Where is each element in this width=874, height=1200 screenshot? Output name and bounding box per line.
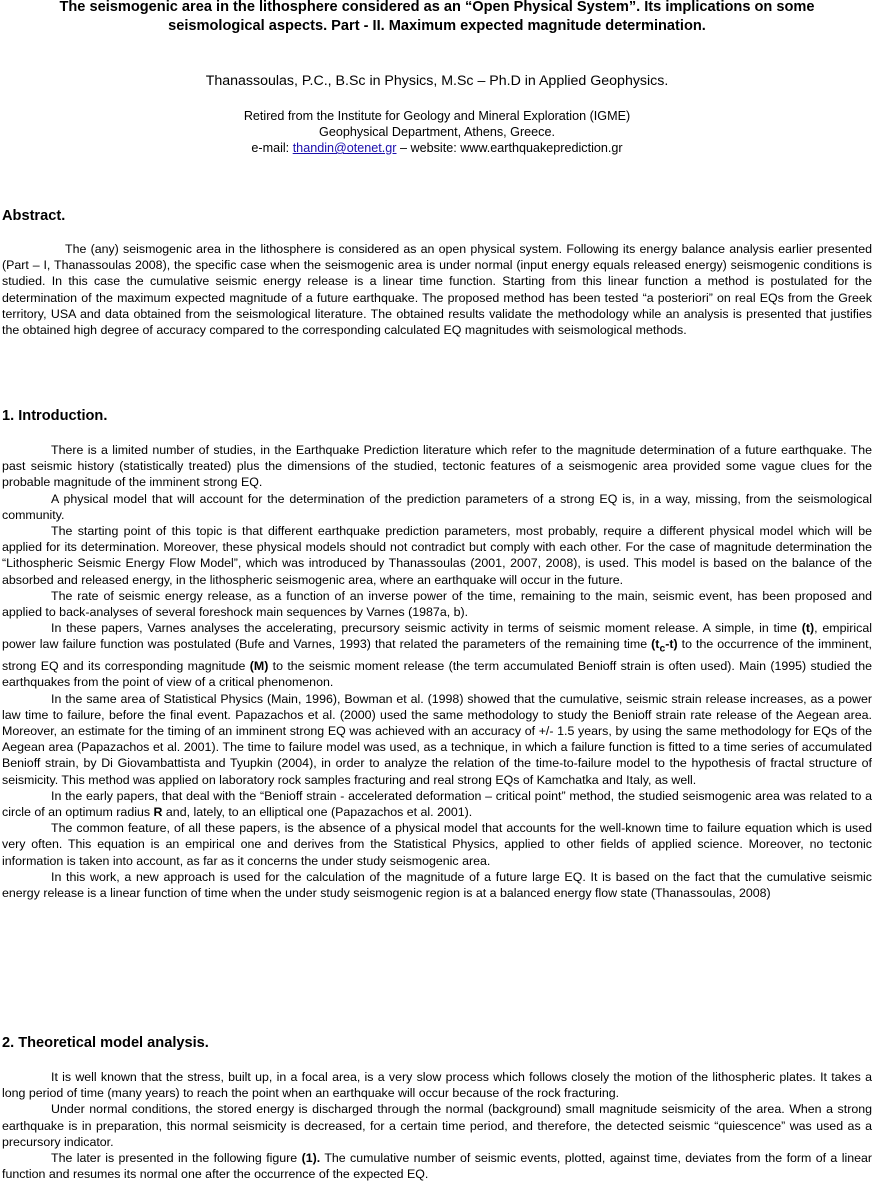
- intro-paragraph-7: [2, 788, 872, 820]
- p7-text-c: and, lately, to an elliptical one (Papazachos et al. 2001).: [162, 804, 473, 819]
- p7-bold-r: R: [153, 804, 163, 819]
- email-link[interactable]: thandin@otenet.gr: [292, 141, 397, 155]
- theory-p3-text-a: The later is presented in the following figure: [51, 1151, 302, 1166]
- p5-bold-t: (t): [801, 621, 815, 636]
- p5-bold-m: (M): [249, 659, 269, 674]
- p5-text-a: In these papers, Varnes analyses the accelerating, precursory seismic activity in terms of seismic moment release. A simple, in time: [51, 621, 802, 636]
- theory-p3-bold-figure-ref: (1).: [301, 1151, 321, 1166]
- intro-paragraph-8: The common feature, of all these papers, is the absence of a physical model that accounts for the well-known time to failure equation which is used very often. This equation is an empirical one and derives from the Statistical Physics, applied to other fields of applied science. Moreover, no tectonic information is taken into account, as far as it concerns the under study seismogenic area.: [2, 821, 872, 868]
- paper-title: [0, 0, 874, 36]
- p5-text-c: , empirical power law failure function was postulated (Bufe and Varnes, 1993) that related the parameters of the remaining time: [2, 621, 872, 652]
- affiliation: [0, 108, 874, 156]
- p5-text-i: to the seismic moment release (the term accumulated Benioff strain is often used). Main (1995) studied the earthquakes from the point of view of a critical phenomenon.: [2, 659, 872, 690]
- introduction-body: [2, 442, 872, 901]
- p7-text-a: In the early papers, that deal with the “Benioff strain - accelerated deformation – critical point” method, the studied seismogenic area was related to a circle of an optimum radius: [2, 788, 872, 819]
- affiliation-line-1: Retired from the Institute for Geology and Mineral Exploration (IGME): [243, 109, 631, 123]
- contact-line: [0, 140, 874, 156]
- p5-subscript-c: c: [659, 643, 666, 655]
- intro-paragraph-4: The rate of seismic energy release, as a function of an inverse power of the time, remaining to the main, seismic event, has been proposed and applied to back-analyses of several foreshock main sequences by Varnes (1987a, b).: [2, 588, 872, 620]
- intro-paragraph-6: In the same area of Statistical Physics (Main, 1996), Bowman et al. (1998) showed that the cumulative, seismic strain release increases, as a power law time to failure, before the final event. Papazachos et al. (2000) used the same methodology to study the Benioff strain rate release of the Aegean area. Moreover, an estimate for the timing of an imminent strong EQ was achieved with an accuracy of +/- 1.5 years, by using the same methodology for EQs of the Aegean area (Papazachos et al. 2001). The time to failure model was used, as a technique, in which a failure function is fitted to a time series of accumulated Benioff strain, by Di Giovambattista and Tyupkin (2004), in order to analyze the relation of the time-to-failure model to the hypothesis of fractal structure of seismicity. This method was applied on laboratory rock samples fracturing and real strong EQs of Kamchatka and Italy, as well.: [2, 691, 872, 787]
- author-line: Thanassoulas, P.C., B.Sc in Physics, M.Sc – Ph.D in Applied Geophysics.: [205, 73, 669, 89]
- theory-heading: 2. Theoretical model analysis.: [2, 1035, 209, 1051]
- p5-bold-t-close: -t): [665, 637, 678, 652]
- affiliation-line-2: Geophysical Department, Athens, Greece.: [319, 125, 555, 139]
- p5-bold-t-open: (t: [651, 637, 660, 652]
- intro-paragraph-3: The starting point of this topic is that different earthquake prediction parameters, most probably, require a different physical model which will be applied for its determination. Moreover, these physical models should not contradict but comply with each other. For the case of magnitude determination the “Lithospheric Seismic Energy Flow Model”, which was introduced by Thanassoulas (2001, 2007, 2008), is used. This model is based on the balance of the absorbed and released energy, in the lithospheric seismogenic area, where an earthquake will occur in the future.: [2, 524, 872, 587]
- theory-body: [2, 1069, 872, 1182]
- theory-p3-text-c: The cumulative number of seismic events, plotted, against time, deviates from the form of a linear function and resumes its normal one after the occurrence of the expected EQ.: [2, 1151, 872, 1182]
- website-text: – website: www.earthquakeprediction.gr: [396, 141, 623, 155]
- intro-paragraph-2: A physical model that will account for the determination of the prediction parameters of a strong EQ is, in a way, missing, from the seismological community.: [2, 491, 872, 522]
- abstract-body: [2, 241, 872, 338]
- intro-paragraph-1: There is a limited number of studies, in the Earthquake Prediction literature which refer to the magnitude determination of a future earthquake. The past seismic history (statistically treated) plus the dimensions of the studied, tectonic features of a seismogenic area provided some vague clues for the probable magnitude of the imminent strong EQ.: [2, 443, 872, 490]
- intro-paragraph-5: [2, 620, 872, 690]
- theory-paragraph-1: It is well known that the stress, built up, in a focal area, is a very slow process which follows closely the motion of the lithospheric plates. It takes a long period of time (many years) to reach the point when an earthquake will occur because of the rock fracturing.: [2, 1070, 872, 1101]
- abstract-heading: Abstract.: [2, 208, 66, 224]
- abstract-paragraph: The (any) seismogenic area in the lithosphere is considered as an open physical system. Following its energy balance analysis earlier presented (Part – I, Thanassoulas 2008), the specific case when the seismogenic area is under normal (input energy equals released energy) seismogenic conditions is studied. In this case the cumulative seismic energy release is a linear time function. Starting from this linear function a method is postulated for the determination of the maximum expected magnitude of a future earthquake. The proposed method has been tested “a posteriori” on real EQs from the Greek territory, USA and data obtained from the seismological literature. The obtained results validate the methodology while an analysis is presented that justifies the obtained high degree of accuracy compared to the corresponding calculated EQ magnitudes with seismological methods.: [2, 242, 872, 338]
- title-line-2: seismological aspects. Part - II. Maximum expected magnitude determination.: [168, 18, 706, 34]
- p5-bold-tc: [651, 637, 678, 655]
- title-line-1: The seismogenic area in the lithosphere considered as an “Open Physical System”. Its implications on some: [59, 0, 815, 15]
- theory-paragraph-3: [2, 1150, 872, 1182]
- p5-text-g: to the occurrence of the imminent, strong EQ and its corresponding magnitude: [2, 637, 872, 674]
- theory-paragraph-2: Under normal conditions, the stored energy is discharged through the normal (background) small magnitude seismicity of the area. When a strong earthquake is in preparation, this normal seismicity is decreased, for a certain time period, and therefore, the detected seismic “quiescence” was used as a precursory indicator.: [2, 1102, 872, 1149]
- introduction-heading: 1. Introduction.: [2, 408, 108, 424]
- email-label: e-mail:: [251, 141, 293, 155]
- intro-paragraph-9: In this work, a new approach is used for the calculation of the magnitude of a future large EQ. It is based on the fact that the cumulative seismic energy release is a linear function of time when the under study seismogenic region is at a balanced energy flow state (Thanassoulas, 2008): [2, 869, 872, 900]
